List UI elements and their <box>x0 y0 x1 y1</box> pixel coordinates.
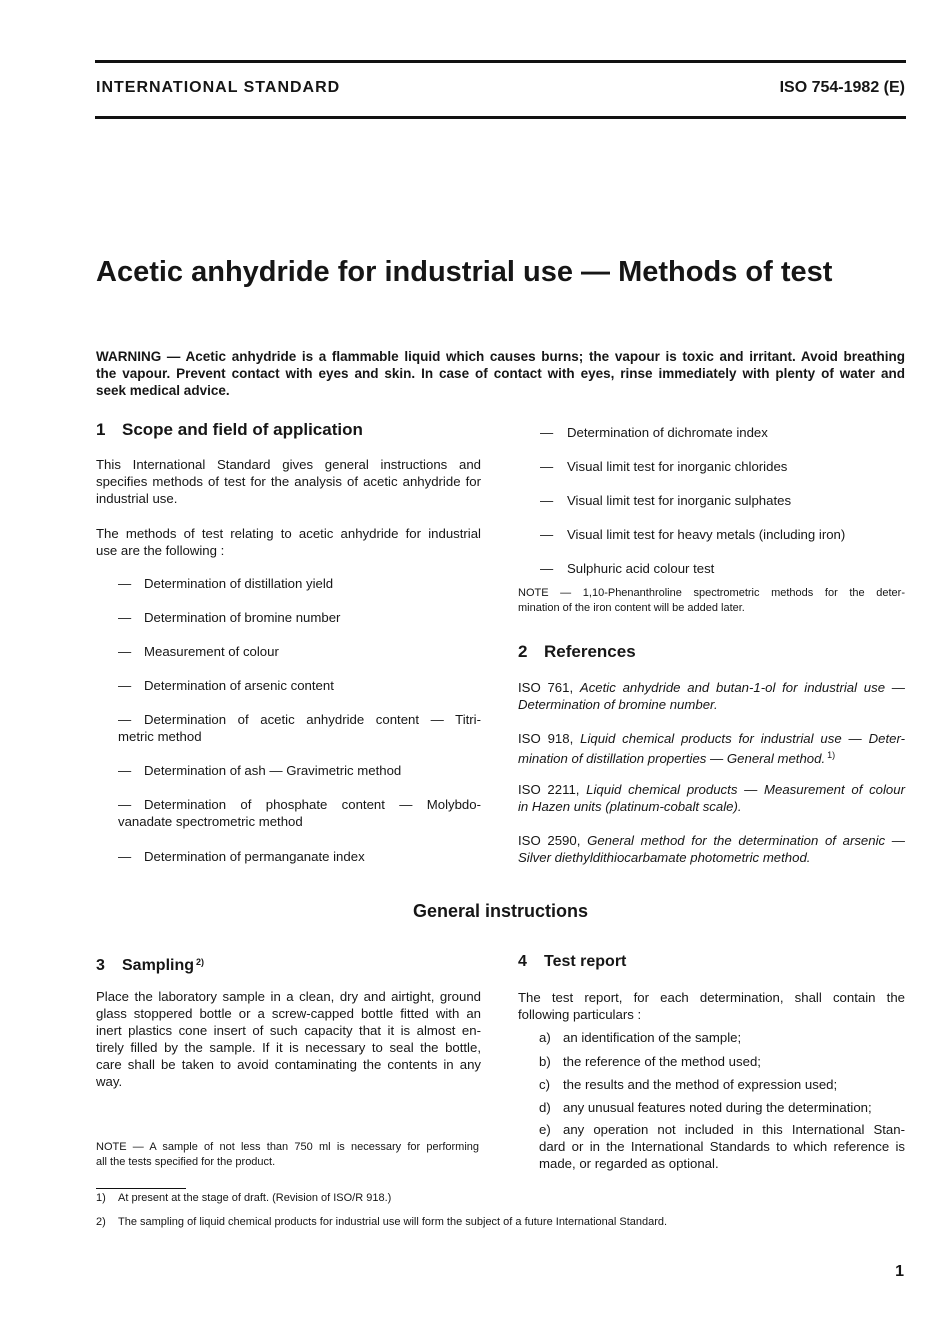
list-item <box>118 643 481 660</box>
list-item <box>118 677 481 694</box>
paragraph-test-report <box>518 989 905 1023</box>
list-item-text: metric method <box>118 728 202 744</box>
paragraph-line: industrial use. <box>96 490 178 506</box>
list-marker: — <box>118 643 132 659</box>
list-item <box>540 526 905 543</box>
section-title: References <box>544 642 636 661</box>
list-item-text: Visual limit test for inorganic sulphates <box>567 492 792 508</box>
paragraph-line: use are the following : <box>96 542 225 558</box>
paragraph-line: Place the laboratory sample in a clean, dry and airtight, ground <box>96 988 481 1004</box>
list-marker: e) <box>539 1121 551 1137</box>
list-item-text: Determination of arsenic content <box>144 677 334 693</box>
note-line: mination of the iron content will be added later. <box>518 601 745 614</box>
warning-line: WARNING — Acetic anhydride is a flammable liquid which causes burns; the vapour is toxic and irritant. Avoid breathing <box>96 348 905 364</box>
section-heading-references <box>518 641 636 663</box>
list-item <box>539 1029 905 1046</box>
note-line: NOTE — A sample of not less than 750 ml is necessary for performing <box>96 1140 479 1153</box>
section-heading-sampling <box>96 951 204 977</box>
paragraph-line: This International Standard gives general instructions and <box>96 456 481 472</box>
paragraph-methods-intro <box>96 525 481 559</box>
document-type-label: INTERNATIONAL STANDARD <box>96 79 341 96</box>
paragraph-line: way. <box>96 1073 123 1089</box>
list-marker: a) <box>539 1029 551 1045</box>
reference-entry <box>518 781 905 815</box>
footnote-rule <box>96 1188 186 1189</box>
list-item-text: Determination of phosphate content — Molybdo- <box>144 796 481 812</box>
list-item-text: vanadate spectrometric method <box>118 813 303 829</box>
reference-code: ISO 918, <box>518 730 574 746</box>
list-marker: — <box>540 492 554 508</box>
list-item <box>118 848 481 865</box>
list-marker: — <box>540 526 554 542</box>
section-number: 3 <box>96 957 105 974</box>
list-marker: — <box>540 560 554 576</box>
list-item <box>118 762 481 779</box>
list-item <box>539 1099 905 1116</box>
reference-title: Liquid chemical products for industrial use — Deter- <box>580 730 905 746</box>
reference-code: ISO 2590, <box>518 832 581 848</box>
footnote-ref: 2) <box>196 957 205 967</box>
list-item-text: Visual limit test for inorganic chlorides <box>567 458 788 474</box>
note-phenanthroline <box>518 586 905 616</box>
reference-title: Silver diethyldithiocarbamate photometric method. <box>518 849 811 865</box>
list-item-text: Determination of acetic anhydride content — Titri- <box>144 711 481 727</box>
list-item <box>540 560 905 577</box>
section-number: 4 <box>518 953 527 970</box>
list-item <box>539 1121 905 1172</box>
paragraph-line: specifies methods of test for the analysis of acetic anhydride for <box>96 473 481 489</box>
list-item-text: an identification of the sample; <box>563 1029 742 1045</box>
list-marker: — <box>540 458 554 474</box>
list-item <box>118 609 481 626</box>
reference-title: mination of distillation properties — General method. <box>518 750 826 766</box>
warning-line: seek medical advice. <box>96 382 230 398</box>
list-item-text: Determination of bromine number <box>144 609 341 625</box>
section-title: Sampling <box>122 957 195 974</box>
list-marker: — <box>118 677 132 693</box>
list-item-text: dard or in the International Standards to which reference is <box>539 1138 905 1154</box>
list-marker: — <box>118 575 132 591</box>
paragraph-sampling <box>96 988 481 1090</box>
list-item-text: Determination of permanganate index <box>144 848 365 864</box>
section-title: Test report <box>544 953 627 970</box>
list-item-text: made, or regarded as optional. <box>539 1155 719 1171</box>
list-item-text: Determination of distillation yield <box>144 575 334 591</box>
reference-entry <box>518 679 905 713</box>
list-marker: — <box>540 424 554 440</box>
list-item <box>539 1053 905 1070</box>
note-line: all the tests specified for the product. <box>96 1155 276 1168</box>
footnote <box>96 1215 667 1230</box>
list-item-text: Sulphuric acid colour test <box>567 560 715 576</box>
section-heading-scope <box>96 419 363 441</box>
paragraph-scope-intro <box>96 456 481 507</box>
warning-line: the vapour. Prevent contact with eyes and skin. In case of contact with eyes, rinse immediately with plenty of water and <box>96 365 905 381</box>
section-number: 1 <box>96 420 106 439</box>
reference-entry <box>518 730 905 767</box>
warning-notice <box>96 348 905 399</box>
section-title: Scope and field of application <box>122 420 363 439</box>
reference-title: Liquid chemical products — Measurement of colour <box>586 781 905 797</box>
list-item-text: the reference of the method used; <box>563 1053 761 1069</box>
paragraph-line: care shall be taken to avoid contaminating the contents in any <box>96 1056 481 1072</box>
paragraph-line: The test report, for each determination, shall contain the <box>518 989 905 1005</box>
footnote-marker: 2) <box>96 1215 106 1228</box>
list-item-text: Determination of dichromate index <box>567 424 768 440</box>
list-marker: c) <box>539 1076 550 1092</box>
list-item-text: Measurement of colour <box>144 643 279 659</box>
document-number: ISO 754-1982 (E) <box>779 79 905 96</box>
list-item <box>539 1076 905 1093</box>
list-item-text: Determination of ash — Gravimetric method <box>144 762 402 778</box>
section-number: 2 <box>518 642 528 661</box>
paragraph-line: The methods of test relating to acetic anhydride for industrial <box>96 525 481 541</box>
reference-entry <box>518 832 905 866</box>
list-marker: — <box>118 848 132 864</box>
document-title: Acetic anhydride for industrial use — Methods of test <box>96 256 833 288</box>
list-marker: — <box>118 762 132 778</box>
paragraph-line: tirely filled by the sample. If it is necessary to seal the bottle, <box>96 1039 481 1055</box>
reference-title: Acetic anhydride and butan-1-ol for industrial use — <box>579 679 905 695</box>
footnote-text: The sampling of liquid chemical products for industrial use will form the subject of a future International Standard. <box>118 1215 668 1228</box>
paragraph-line: glass stoppered bottle or a screw-capped bottle fitted with an <box>96 1005 481 1021</box>
list-marker: b) <box>539 1053 551 1069</box>
note-line: NOTE — 1,10-Phenanthroline spectrometric methods for the deter- <box>518 586 905 599</box>
list-item <box>118 796 481 830</box>
list-item <box>540 424 905 441</box>
list-marker: — <box>118 796 132 812</box>
list-marker: — <box>118 711 132 727</box>
reference-code: ISO 761, <box>518 679 574 695</box>
reference-code: ISO 2211, <box>518 781 580 797</box>
reference-title: General method for the determination of arsenic — <box>587 832 905 848</box>
list-item-text: any operation not included in this International Stan- <box>563 1121 905 1137</box>
footnote-marker: 1) <box>96 1191 106 1204</box>
list-item-text: the results and the method of expression used; <box>563 1076 838 1092</box>
list-marker: d) <box>539 1099 551 1115</box>
general-instructions-heading: General instructions <box>412 901 589 921</box>
footnote-ref: 1) <box>827 749 836 760</box>
footnote-text: At present at the stage of draft. (Revision of ISO/R 918.) <box>118 1191 392 1204</box>
list-item-text: Visual limit test for heavy metals (including iron) <box>567 526 846 542</box>
header-rule-bottom <box>95 116 906 119</box>
section-heading-test-report <box>518 951 626 973</box>
paragraph-line: inert plastics cone insert of such capacity that it is almost en- <box>96 1022 481 1038</box>
page-number: 1 <box>895 1263 904 1280</box>
footnote <box>96 1191 391 1206</box>
reference-title: in Hazen units (platinum-cobalt scale). <box>518 798 742 814</box>
list-marker: — <box>118 609 132 625</box>
list-item <box>118 575 481 592</box>
list-item <box>118 711 481 745</box>
note-sample-volume <box>96 1140 479 1170</box>
reference-title: Determination of bromine number. <box>518 696 718 712</box>
header-rule-top <box>95 60 906 63</box>
list-item-text: any unusual features noted during the determination; <box>563 1099 872 1115</box>
list-item <box>540 492 905 509</box>
list-item <box>540 458 905 475</box>
paragraph-line: following particulars : <box>518 1006 642 1022</box>
